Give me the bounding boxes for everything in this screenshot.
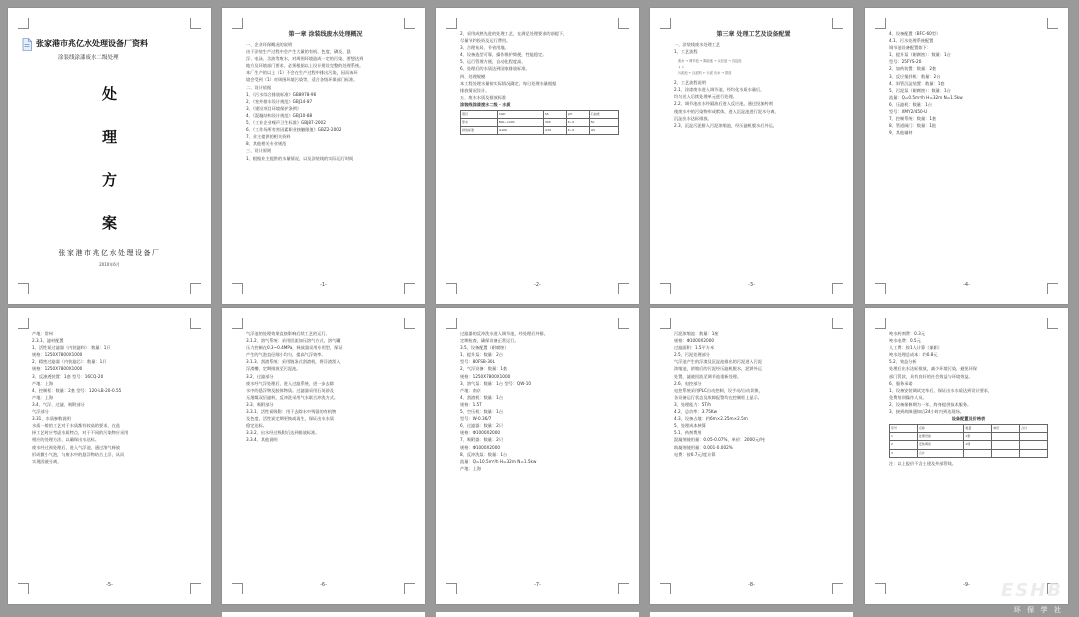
page-7 — [222, 308, 425, 604]
cover-company: 张家港市兆亿水处理设备厂 — [58, 249, 161, 257]
text-line: 混凝剂使用量：0.05-0.07%，单价：2000元/吨 — [674, 437, 765, 443]
process-flow-diagram — [678, 58, 833, 76]
text-line: 规格：Φ1000X2000 — [674, 338, 715, 344]
page-3 — [436, 8, 639, 304]
text-line: 3、接到故障通知后24小时内到达现场。 — [889, 409, 964, 415]
text-line: 3.3.1、活性炭吸附：用于去除水中残留的有机物 — [246, 409, 337, 415]
cover-char: 方 — [101, 171, 117, 189]
table-cell: 石油类 — [589, 111, 618, 119]
text-line: 2、工艺流程说明 — [674, 80, 706, 86]
crop-mark — [446, 18, 457, 29]
text-line: 浓缩池，浓缩后的污泥经压滤机脱水，泥饼外运 — [674, 366, 762, 372]
text-line: 排放情况设计。 — [460, 87, 490, 93]
text-line: 压力控制在0.3~0.4MPa，释放器采用专用型，保证 — [246, 345, 343, 351]
crop-mark — [190, 318, 201, 329]
crop-mark — [18, 283, 29, 294]
text-line: 3.4、气浮、过滤、吸附部分 — [32, 401, 85, 407]
table-row — [890, 425, 1048, 433]
text-line: 本工程处理水量按实际情况确定，每日处理水量根据 — [460, 80, 557, 86]
table-cell: SS — [543, 111, 566, 119]
crop-mark — [1047, 18, 1058, 29]
page-body — [246, 30, 405, 276]
text-line: 1、活性炭过滤器（内装滤料）：数量：1只 — [32, 345, 111, 351]
text-line: 8、管道阀门：数量：1批 — [889, 123, 937, 129]
text-lines — [32, 330, 191, 465]
text-line: 境会受到（1）对周围环境污染等，适合各级环保部门标准。 — [246, 77, 358, 83]
text-line: 4.3、设备占地：约6m×2.25m×2.5m — [674, 416, 748, 422]
table-cell: 名称 — [917, 425, 963, 433]
text-line: 6、处理后的水质达到国家排放标准。 — [460, 66, 530, 72]
text-line: 污泥池 ← 压滤机 ← 污泥 出水 → 排放 — [678, 71, 732, 76]
text-line: 流量：Q=10.5m³/h H=32m N=1.5kw — [460, 458, 537, 464]
text-lines — [460, 330, 619, 472]
text-line: 地方及环境部门要求，必须根据以上设计建设完整的处理系统。 — [246, 63, 364, 69]
text-lines — [889, 330, 1048, 415]
text-line: 形成微小气泡，与废水中的悬浮物结合上浮，从而 — [32, 451, 125, 457]
page-10 — [865, 308, 1068, 604]
text-line: 无烟煤双层滤料，反冲洗采用气水联合冲洗方式。 — [246, 394, 339, 400]
table-cell: ≤5 — [589, 127, 618, 135]
page-number: -1- — [320, 282, 327, 288]
text-line: 型号：25FYS-20 — [889, 59, 922, 65]
text-line: 一、企业环保概况的说明 — [246, 42, 293, 47]
text-line: 5、处理成本核算 — [674, 423, 706, 429]
page-5 — [865, 8, 1068, 304]
crop-mark — [832, 318, 843, 329]
table-cell: 合计 — [917, 449, 963, 457]
text-line: 产地：常州 — [32, 331, 53, 336]
text-line: 尽量节约投资及运行费用。 — [460, 38, 511, 44]
text-line: 3、反应搅拌机：数量：2台 — [889, 73, 941, 79]
page-body — [889, 30, 1048, 276]
text-line: 浮、电泳、含油等废水，对周围环境造成一定的污染，要想达到 — [246, 56, 364, 62]
page-cover — [8, 8, 211, 304]
text-line: 三、设计原则 — [246, 148, 272, 154]
text-line: 二、设计依据 — [246, 84, 272, 90]
text-line: 5、空压机：数量：1台 — [460, 409, 504, 415]
text-line: 2.1、涂漆废水进入调节池，经均化水质水量后， — [674, 87, 765, 93]
text-line: 助凝剂使用量：0.001-0.002% — [674, 444, 733, 450]
crop-mark — [660, 318, 671, 329]
text-line: 一、涂装线废水处理工艺 — [674, 42, 721, 47]
page-body — [32, 330, 191, 576]
text-line: 产生的气泡直径细小均匀，提高气浮效率。 — [246, 352, 326, 358]
text-line: 4、设备配置（BFC-60型） — [889, 31, 941, 36]
crop-mark — [404, 318, 415, 329]
text-line: 2、加药装置：数量：2套 — [889, 66, 937, 72]
text-line: 型号：XMY2/450-U — [889, 109, 928, 115]
text-line: 免费培训操作人员。 — [889, 394, 927, 400]
table-cell — [1020, 449, 1048, 457]
table-row — [461, 111, 619, 119]
crop-mark — [190, 18, 201, 29]
text-line: 2、设备保修期为一年，终身提供技术服务。 — [889, 401, 972, 407]
text-line: 3、合理布局、节省用地。 — [460, 45, 509, 51]
text-line: 3、反渗透装置：1套 型号：16CQ-20 — [32, 373, 104, 379]
text-line: 1、根据业主提供的水量情况，以及涂装线的实际运行时间 — [246, 155, 354, 161]
text-line: ↓ ↓ — [678, 65, 685, 70]
table-row — [461, 119, 619, 127]
crop-mark — [232, 318, 243, 329]
text-line: 各设备运行状态及故障报警均在控制柜上显示。 — [674, 394, 762, 400]
text-line: 4、控制柜：数量：2套 型号：120-LB-20-0.55 — [32, 387, 122, 393]
text-line: 5.1、药剂费用 — [674, 430, 702, 436]
text-line: 3.1.3、刮渣系统：采用链条式刮渣机，将浮渣刮入 — [246, 359, 341, 365]
text-line: 1、《污水综合排放标准》GB8978-96 — [246, 91, 317, 97]
table-cell — [1020, 441, 1048, 449]
text-lines — [674, 330, 833, 458]
text-line: 废水 → 调节池 → 隔油池 → 反应池 → 沉淀池 — [678, 59, 742, 64]
text-line: 7、吸附器：数量：2只 — [460, 437, 504, 443]
text-line: 废水经气浮处理后，进入过滤系统，进一步去除 — [246, 380, 334, 386]
text-line: 7、控制系统：数量：1套 — [889, 116, 937, 122]
text-lines — [674, 79, 833, 129]
text-line: 7、业主提供的相关资料 — [246, 134, 291, 140]
watermark-subtext: 环 保 学 社 — [1013, 606, 1063, 614]
table-title: 设备配置及价格表 — [951, 416, 986, 422]
page-number: -3- — [748, 282, 755, 288]
table-cell: ≤70 — [543, 127, 566, 135]
crop-mark — [875, 18, 886, 29]
table-cell: COD — [497, 111, 543, 119]
next-page-edge — [650, 612, 853, 617]
text-line: 稳定达标。 — [246, 423, 267, 429]
table-cell: 50 — [589, 119, 618, 127]
text-line: 气浮池的处理效果直接影响后续工艺的运行。 — [246, 331, 330, 336]
crop-mark — [618, 18, 629, 29]
table-cell: 合计 — [1020, 425, 1048, 433]
crop-mark — [18, 318, 29, 329]
table-cell: 处理设备 — [917, 433, 963, 441]
text-line: 8、反冲洗泵：数量：1台 — [460, 451, 508, 457]
table-cell: 排放标准 — [461, 127, 498, 135]
watermark-text — [1001, 580, 1063, 601]
text-line: 3.3、吸附部分 — [246, 401, 274, 407]
text-line: 流量：Q=0.5m³/h H=32m N=1.5kw — [889, 94, 963, 100]
text-line: 五、废水水质及排放标准 — [460, 94, 507, 100]
text-line: 6、压滤机：数量：1台 — [889, 101, 933, 107]
table-cell: 800~1200 — [497, 119, 543, 127]
table-cell: 2 — [890, 441, 918, 449]
page-8 — [436, 308, 639, 604]
text-line: 1、工艺流程 — [674, 49, 698, 55]
text-line: 过滤器的反冲洗水进入调节池，经处理后外排。 — [460, 331, 548, 336]
text-line: 3.1.2、溶气系统：采用回流加压溶气方式，溶气罐 — [246, 338, 341, 344]
table-cell: 安装调试 — [917, 441, 963, 449]
cover-subtitle: 涂装线涂漆废水二级处理 — [58, 55, 119, 61]
text-line: 3、《建设项目环境保护条例》 — [246, 105, 302, 111]
text-line: 吨水处理总成本：约0.8元 — [889, 352, 938, 358]
table-cell: 300 — [543, 119, 566, 127]
table-row — [890, 449, 1048, 457]
text-line: 污泥浓缩池：数量：1座 — [674, 331, 719, 336]
page-number: -4- — [963, 282, 970, 288]
text-line: 5、《工业企业噪声卫生标准》GBJ87-2002 — [246, 120, 326, 126]
text-line: 5、运行管理方便，自动化程度高。 — [460, 59, 526, 65]
page-body — [246, 330, 405, 576]
crop-mark — [618, 318, 629, 329]
table-row — [890, 441, 1048, 449]
text-line: 5、污泥泵（耐腐蚀）：数量：1台 — [889, 87, 951, 93]
text-line: 6、服务承诺 — [889, 380, 913, 386]
text-line: 人工费：按1人计算（兼职） — [889, 345, 942, 351]
text-line: 规格：1250X7800X1000 — [32, 366, 83, 372]
crop-mark — [660, 18, 671, 29]
table-row — [461, 127, 619, 135]
text-line: 择工艺时应考虑水质特点，对于不同的污染物应采用 — [32, 430, 129, 436]
table-cell: 3 — [890, 449, 918, 457]
text-line: 规格：1250X7800X1000 — [32, 352, 83, 358]
equipment-price-table — [889, 424, 1048, 457]
text-line: 8、其他相关专业规范 — [246, 141, 287, 147]
table-cell: ≤100 — [497, 127, 543, 135]
text-line: 实现固液分离。 — [32, 458, 62, 464]
text-line: 规格：Φ1000X2000 — [460, 444, 501, 450]
next-page-edge — [222, 612, 425, 617]
text-line: 4.2、总功率：3.75Kw — [674, 409, 718, 415]
text-line: 相应的处理方法，以确保出水达标。 — [32, 437, 100, 443]
table-note: 注：以上报价不含土建及外部管线。 — [889, 460, 957, 466]
crop-mark — [1047, 318, 1058, 329]
text-line: 气浮部分 — [32, 409, 49, 415]
page-body — [674, 330, 833, 576]
document-icon — [22, 38, 32, 51]
text-line: 均匀送入后续处理单元进行处理。 — [674, 94, 737, 100]
next-page-edge — [436, 612, 639, 617]
page-number: -8- — [748, 582, 755, 588]
text-lines — [246, 41, 405, 162]
text-line: 电费：按0.7元/度计算 — [674, 451, 716, 457]
chapter-heading: 第三章 处理工艺及设备配置 — [716, 31, 791, 38]
text-line: 气浮池产生的浮渣及沉淀池排出的污泥进入污泥 — [674, 359, 762, 365]
table-cell — [1020, 433, 1048, 441]
table-cell: 6~9 — [566, 127, 589, 135]
text-line: 型号：80FSB-30L — [460, 359, 495, 365]
cover-title: 张家港市兆亿水处理设备厂资料 — [36, 39, 148, 48]
text-line: 4、斜管沉淀装置：数量：1套 — [889, 80, 945, 86]
text-line: 3、处理能力：5T/h — [674, 401, 712, 407]
page-9 — [650, 308, 853, 604]
cover-char: 理 — [101, 128, 117, 146]
text-line: 本厂生产的以上（1）不会在生产过程中排出污染，因而该环 — [246, 70, 358, 76]
text-line: 四、处理规模 — [460, 73, 486, 79]
text-line: 9、其他辅材 — [889, 130, 913, 136]
crop-mark — [832, 18, 843, 29]
text-line: 3.3.2、出水经过吸附后达到排放标准。 — [246, 430, 320, 436]
page-6 — [8, 308, 211, 604]
text-line: 电控系统采用PLC自动控制，设手动/自动切换， — [674, 387, 763, 393]
crop-mark — [18, 18, 29, 29]
crop-mark — [404, 18, 415, 29]
text-line: 废水经过预处理后，进入气浮池，通过溶气释放 — [32, 444, 120, 450]
text-line: 产地：上海 — [32, 380, 53, 386]
text-lines — [246, 330, 405, 444]
text-line: 4、《混凝结构设计规范》GBJ10-88 — [246, 112, 313, 118]
chapter-heading: 第一章 涂装线废水处理概况 — [288, 31, 363, 38]
text-line: 1、提升泵（耐腐蚀）：数量：1台 — [889, 52, 951, 58]
table-cell: 1套 — [964, 433, 992, 441]
text-line: 5.2、效益分析 — [889, 359, 917, 365]
cover-date: 2010年6月 — [99, 262, 120, 267]
text-lines — [460, 30, 619, 101]
text-line: 2.3、沉淀污泥排入污泥浓缩池，经压滤机脱水后外运。 — [674, 122, 777, 128]
text-line: 浮渣槽，定期排放至污泥池。 — [246, 366, 301, 372]
text-line: 2、气浮设备：数量：1套 — [460, 366, 508, 372]
page-body — [460, 330, 619, 576]
text-line: 调节池设备配置如下： — [889, 45, 931, 51]
page-number: -7- — [534, 582, 541, 588]
crop-mark — [190, 283, 201, 294]
text-line: 沉淀出水达标排放。 — [674, 115, 712, 121]
table-cell: 原水 — [461, 119, 498, 127]
page-body — [889, 330, 1048, 576]
table-cell — [992, 433, 1020, 441]
text-line: 2.6、电控部分 — [674, 380, 702, 386]
text-line: 过滤面积：1.5平方米 — [674, 345, 715, 351]
cover-char: 案 — [101, 214, 117, 232]
text-line: 1、提升泵：数量：2台 — [460, 352, 504, 358]
text-lines — [889, 30, 1048, 136]
text-line: 2、《室外排水设计规范》GBJ14-87 — [246, 98, 313, 104]
text-line: 6、《工作场所有害因素职业接触限值》GBZ2-2002 — [246, 127, 342, 133]
page-number: -6- — [320, 582, 327, 588]
text-lines — [674, 41, 833, 55]
text-line: 规格：1250X7800X1000 — [460, 373, 511, 379]
text-line: 2、采用成熟先进的处理工艺，在满足处理要求的前提下， — [460, 31, 568, 36]
text-line: 3、溶气泵：数量：1台 型号：QW-10 — [460, 380, 532, 386]
text-line: 吨水药剂费：0.3元 — [889, 331, 925, 336]
text-line: 4、设备选型可靠，操作维护简便，性能稳定。 — [460, 52, 547, 58]
page-4 — [650, 8, 853, 304]
page-2 — [222, 8, 425, 304]
text-line: 及色度，活性炭定期更换或再生，保证出水水质 — [246, 416, 334, 422]
table-cell: pH — [566, 111, 589, 119]
text-line: 产地：上海 — [460, 465, 481, 471]
table-cell: 数量 — [964, 425, 992, 433]
table-row — [890, 433, 1048, 441]
text-line: 部门罚款，具有良好的社会效益与环境效益。 — [889, 373, 973, 379]
table-cell: 1项 — [964, 441, 992, 449]
table-cell: 单价 — [992, 425, 1020, 433]
table-cell — [992, 441, 1020, 449]
text-line: 3.2、过滤部分 — [246, 373, 274, 379]
text-line: 2.3.1、滤材配置 — [32, 338, 64, 344]
text-line: 规格：Φ1000X2000 — [460, 430, 501, 436]
text-line: 吨水电费：0.5元 — [889, 338, 921, 344]
crop-mark — [875, 318, 886, 329]
page-body — [674, 30, 833, 276]
text-line: 产地：南京 — [460, 387, 481, 393]
text-line: 2.5、污泥处理部分 — [674, 352, 710, 358]
crop-mark — [446, 318, 457, 329]
water-quality-table — [460, 110, 619, 135]
text-line: 2.2、调节池出水经隔油后进入反应池，通过投加药剂 — [674, 101, 773, 107]
text-line: 由于涂装生产过程中会产生大量的有机、色度、磷及、悬 — [246, 49, 351, 55]
text-line: 3.5、设备配置（耐腐蚀） — [460, 345, 509, 351]
text-line: 处置，滤液回流至调节池重新处理。 — [674, 373, 742, 379]
text-line: 型号：W-0.36/7 — [460, 416, 492, 422]
table-cell — [964, 449, 992, 457]
text-line: 使废水中的污染物形成絮体，进入沉淀池进行泥水分离， — [674, 108, 779, 114]
text-line: 水质一般的工艺对于水质都有较高的要求，在选 — [32, 423, 120, 429]
text-line: 4、刮渣机：数量：1台 — [460, 394, 504, 400]
table-cell: 序号 — [890, 425, 918, 433]
text-line: 6、过滤器：数量：2只 — [460, 423, 504, 429]
table-cell: 6~9 — [566, 119, 589, 127]
text-line: 处理后出水达标排放，减少环境污染，避免环保 — [889, 366, 977, 372]
watermark-brand: ESHB — [1000, 580, 1063, 601]
text-line: 2、精密过滤器（内装滤芯）：数量：1只 — [32, 359, 107, 365]
cover-char: 处 — [101, 85, 117, 103]
page-body — [460, 30, 619, 276]
text-line: 3.3.4、其他说明 — [246, 437, 278, 443]
table-cell: 项目 — [461, 111, 498, 119]
text-line: 产地：上海 — [32, 394, 53, 400]
text-line: 1、设备安装调试完毕后，保证出水水质达到设计要求， — [889, 387, 993, 393]
page-number: -2- — [534, 282, 541, 288]
table-cell: 1 — [890, 433, 918, 441]
text-line: 水中的悬浮物及胶体物质。过滤器采用石英砂及 — [246, 387, 334, 393]
text-line: 4.1、污水处理系统配置 — [889, 38, 934, 44]
text-line: 3.31、水质参数说明 — [32, 416, 71, 422]
page-number: -5- — [106, 582, 113, 588]
text-line: 规格：1.5T — [460, 401, 482, 407]
crop-mark — [232, 18, 243, 29]
table-title: 涂装线涂漆废水二级 · 水质 — [460, 101, 511, 107]
text-line: 定期检查，确保设备正常运行。 — [460, 338, 519, 344]
table-cell — [992, 449, 1020, 457]
